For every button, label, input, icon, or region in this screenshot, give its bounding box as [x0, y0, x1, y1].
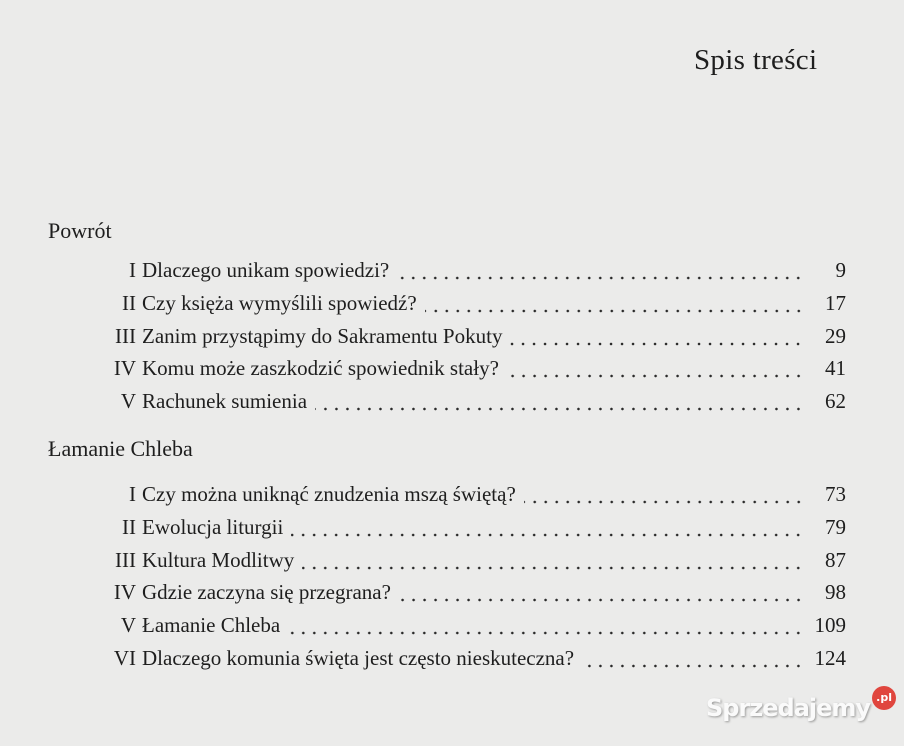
chapter-title: Komu może zaszkodzić spowiednik stały?: [142, 356, 499, 381]
chapter-number: II: [122, 514, 136, 539]
toc-entry: [60, 258, 846, 288]
toc-entry: [60, 515, 846, 545]
page-number: 9: [835, 258, 846, 282]
page-number: 29: [825, 323, 846, 348]
dot-leader: [507, 374, 804, 378]
chapter-title: Dlaczego unikam spowiedzi?: [142, 258, 390, 282]
toc-entry: [60, 482, 846, 512]
chapter-title: Łamanie Chleba: [142, 613, 281, 638]
dot-leader: [524, 500, 804, 504]
page-number: 17: [825, 290, 846, 315]
chapter-number: III: [115, 323, 136, 348]
section-heading: Powrót: [48, 218, 112, 243]
page-number: 73: [825, 482, 846, 506]
dot-leader: [425, 309, 804, 313]
chapter-number: I: [129, 482, 136, 506]
page-number: 62: [825, 389, 846, 414]
dot-leader: [302, 566, 804, 570]
toc-entry: [60, 356, 846, 386]
watermark-logo: [706, 691, 896, 722]
page-number: 41: [825, 356, 846, 381]
toc-entry: [60, 291, 846, 321]
page-number: 109: [814, 613, 846, 638]
toc-entry: [60, 613, 846, 643]
chapter-title: Zanim przystąpimy do Sakramentu Pokuty: [142, 323, 503, 348]
chapter-number: V: [120, 389, 136, 414]
toc-entry: [60, 548, 846, 578]
chapter-number: II: [122, 290, 136, 315]
watermark-text: Sprzedajemy: [706, 694, 871, 722]
chapter-number: V: [120, 613, 136, 638]
page-number: 79: [825, 514, 846, 539]
chapter-number: IV: [113, 580, 136, 605]
dot-leader: [288, 631, 804, 635]
watermark-badge: .pl: [872, 686, 896, 710]
toc-entry: [60, 646, 846, 676]
chapter-title: Rachunek sumienia: [142, 389, 308, 414]
chapter-title: Gdzie zaczyna się przegrana?: [142, 580, 391, 605]
chapter-title: Ewolucja liturgii: [142, 514, 284, 539]
page-number: 87: [825, 547, 846, 572]
chapter-number: IV: [113, 356, 136, 381]
chapter-title: Kultura Modlitwy: [142, 547, 295, 572]
dot-leader: [315, 407, 804, 411]
dot-leader: [399, 598, 804, 602]
page-number: 98: [825, 580, 846, 605]
chapter-number: III: [115, 547, 136, 572]
chapter-number: I: [129, 258, 136, 282]
chapter-title: Dlaczego komunia święta jest często nieskuteczna?: [142, 646, 575, 670]
chapter-title: Czy księża wymyślili spowiedź?: [142, 290, 417, 315]
dot-leader: [397, 276, 804, 280]
chapter-number: VI: [113, 646, 136, 670]
toc-entry: [60, 580, 846, 610]
page-number: 124: [814, 646, 846, 670]
toc-entry: [60, 324, 846, 354]
toc-entry: [60, 389, 846, 419]
page-title: Spis treści: [694, 44, 818, 76]
section-heading: Łamanie Chleba: [48, 436, 193, 461]
chapter-title: Czy można uniknąć znudzenia mszą świętą?: [142, 482, 516, 506]
dot-leader: [291, 533, 804, 537]
dot-leader: [510, 342, 804, 346]
dot-leader: [582, 664, 804, 668]
